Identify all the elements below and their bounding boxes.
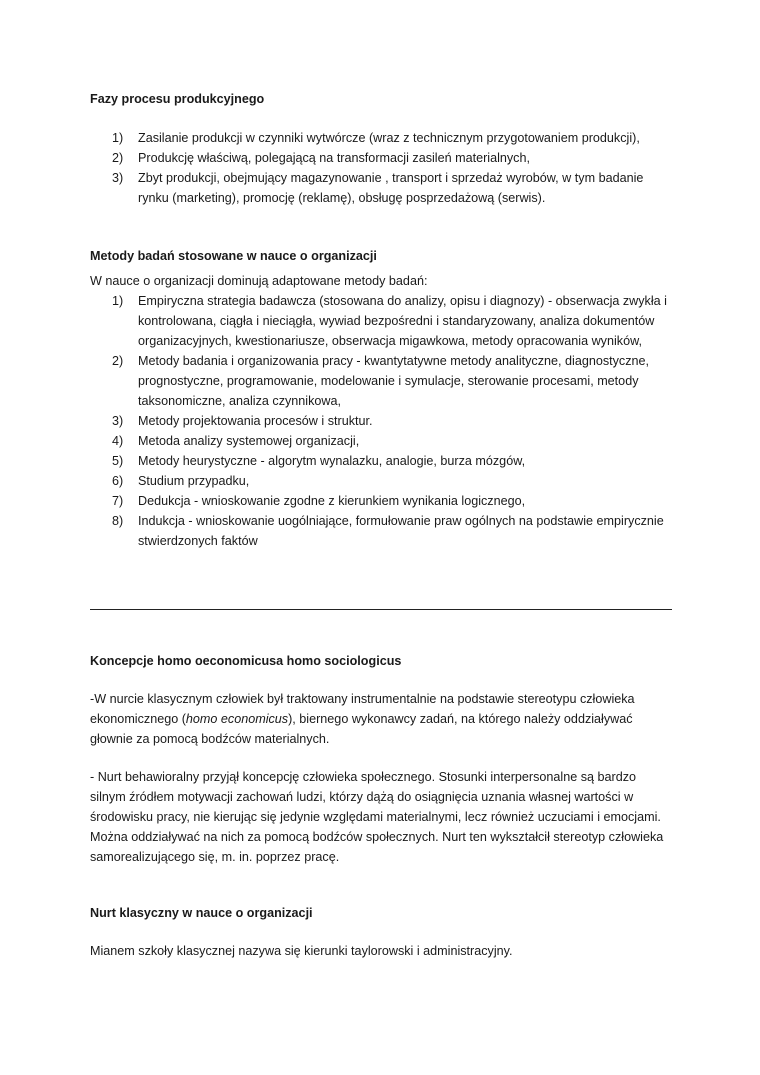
list-text: Produkcję właściwą, polegającą na transformacji zasileń materialnych,	[138, 151, 530, 165]
section-heading-classical-stream: Nurt klasyczny w nauce o organizacji	[90, 906, 313, 920]
list-number: 4)	[112, 434, 124, 448]
list-number: 3)	[112, 414, 124, 428]
list-text: Metoda analizy systemowej organizacji,	[138, 434, 360, 448]
horizontal-divider	[90, 609, 672, 610]
list-text: Metody projektowania procesów i struktur.	[138, 414, 373, 428]
production-phases-list	[90, 128, 672, 208]
list-item	[90, 148, 672, 168]
list-item	[90, 491, 672, 511]
list-item	[90, 128, 672, 148]
classical-stream-paragraph	[90, 689, 672, 749]
list-text: Zbyt produkcji, obejmujący magazynowanie , transport i sprzedaż wyrobów, w tym badanie rynku (marketing), promocję (reklamę), obsługę posprzedażową (serwis).	[138, 171, 644, 205]
list-item	[90, 411, 672, 431]
list-text: Metody badania i organizowania pracy - kwantytatywne metody analityczne, diagnostyczne, prognostyczne, programowanie, modelowanie i symulacje, sterowanie procesami, metody taksonomiczne, analiza czynnikowa,	[138, 354, 650, 408]
list-item	[90, 351, 672, 411]
section-heading-production-phases: Fazy procesu produkcyjnego	[90, 92, 265, 106]
list-item	[90, 291, 672, 351]
list-item	[90, 471, 672, 491]
section-heading-research-methods: Metody badań stosowane w nauce o organizacji	[90, 249, 377, 263]
homo-economicus-term: homo economicus	[185, 712, 289, 726]
list-number: 1)	[112, 294, 124, 308]
behavioral-stream-paragraph: - Nurt behawioralny przyjął koncepcję człowieka społecznego. Stosunki interpersonalne są bardzo silnym źródłem motywacji zachowań ludzi, którzy dążą do osiągnięcia uznania własnej wartości w środowisku pracy, nie kierując się jedynie względami materialnymi, lecz również uczuciami i emocjami. Można oddziaływać na nich za pomocą bodźców społecznych. Nurt ten wykształcił stereotyp człowieka samorealizującego się, m. in. poprzez pracę.	[90, 770, 664, 864]
paragraph-text: ), biernego wykonawcy zadań, na którego należy oddziaływać głownie za pomocą bodźców materialnych.	[90, 712, 633, 746]
paragraph-text: -W nurcie klasycznym człowiek był traktowany instrumentalnie na podstawie stereotypu człowieka ekonomicznego (	[90, 692, 635, 726]
list-number: 8)	[112, 514, 124, 528]
list-item	[90, 431, 672, 451]
research-methods-intro: W nauce o organizacji dominują adaptowane metody badań:	[90, 274, 428, 288]
list-text: Metody heurystyczne - algorytm wynalazku, analogie, burza mózgów,	[138, 454, 526, 468]
classical-school-paragraph: Mianem szkoły klasycznej nazywa się kierunki taylorowski i administracyjny.	[90, 944, 513, 958]
list-item	[90, 511, 672, 551]
list-text: Empiryczna strategia badawcza (stosowana do analizy, opisu i diagnozy) - obserwacja zwykła i kontrolowana, ciągła i nieciągła, wywiad bezpośredni i standaryzowany, analiza dokumentów organizacyjnych, kwestionariusze, obserwacja migawkowa, metody opracowania wyników,	[138, 294, 667, 348]
list-text: Dedukcja - wnioskowanie zgodne z kierunkiem wynikania logicznego,	[138, 494, 526, 508]
list-item	[90, 451, 672, 471]
list-text: Zasilanie produkcji w czynniki wytwórcze (wraz z technicznym przygotowaniem produkcji),	[138, 131, 640, 145]
list-item	[90, 168, 672, 208]
list-number: 1)	[112, 131, 124, 145]
list-number: 2)	[112, 151, 124, 165]
list-number: 2)	[112, 354, 124, 368]
list-number: 3)	[112, 171, 124, 185]
list-number: 5)	[112, 454, 124, 468]
list-text: Studium przypadku,	[138, 474, 250, 488]
research-methods-list	[90, 291, 672, 551]
section-heading-homo-concepts: Koncepcje homo oeconomicusa homo sociologicus	[90, 654, 402, 668]
list-number: 6)	[112, 474, 124, 488]
list-number: 7)	[112, 494, 124, 508]
list-text: Indukcja - wnioskowanie uogólniające, formułowanie praw ogólnych na podstawie empirycznie stwierdzonych faktów	[138, 514, 664, 548]
